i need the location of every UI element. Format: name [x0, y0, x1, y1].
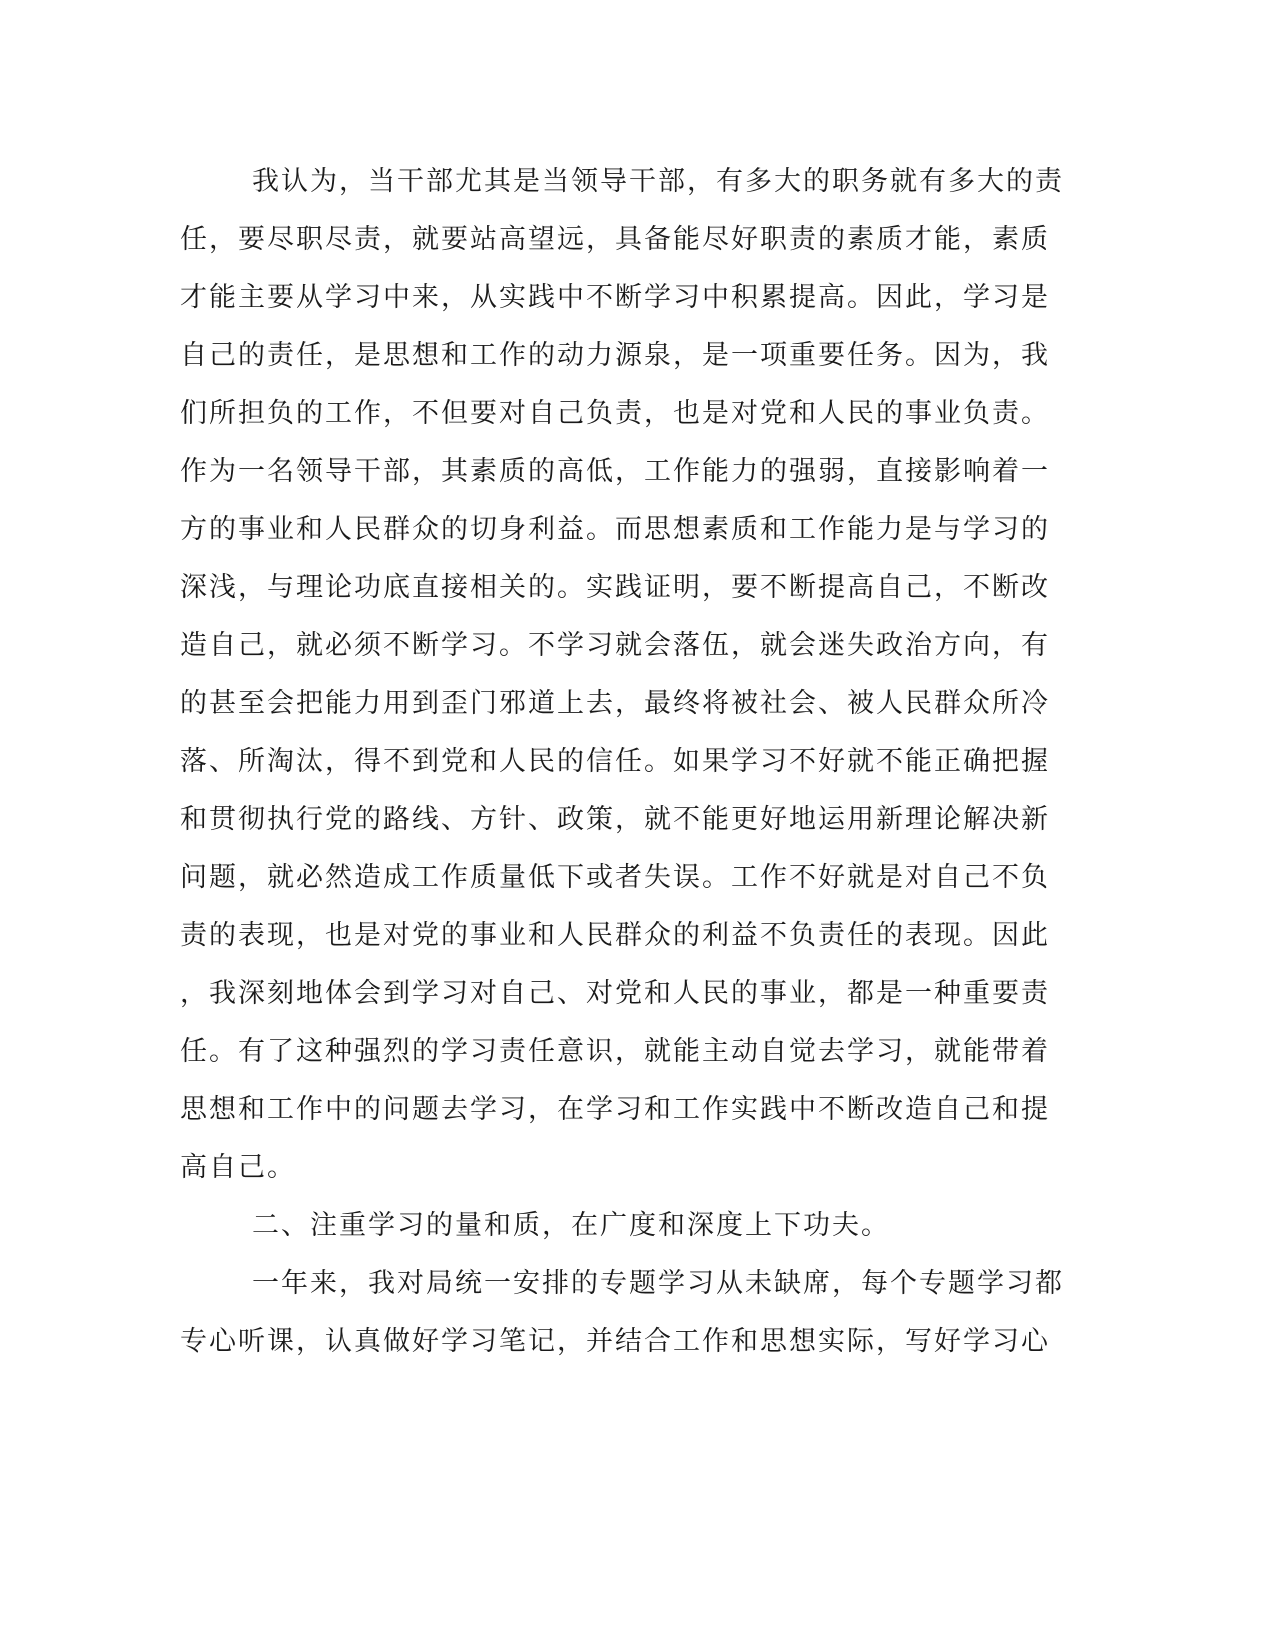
paragraph-1-line-7: 方的事业和人民群众的切身利益。而思想素质和工作能力是与学习的 — [180, 514, 1050, 545]
paragraph-1-line-14: 责的表现，也是对党的事业和人民群众的利益不负责任的表现。因此 — [180, 920, 1050, 951]
paragraph-1-line-5: 们所担负的工作，不但要对自己负责，也是对党和人民的事业负责。 — [180, 398, 1050, 429]
paragraph-1-line-1: 我认为，当干部尤其是当领导干部，有多大的职务就有多大的责 — [252, 166, 1064, 197]
paragraph-2-line-1: 一年来，我对局统一安排的专题学习从未缺席，每个专题学习都 — [252, 1268, 1064, 1299]
paragraph-1-line-10: 的甚至会把能力用到歪门邪道上去，最终将被社会、被人民群众所冷 — [180, 688, 1050, 719]
paragraph-1-line-3: 才能主要从学习中来，从实践中不断学习中积累提高。因此，学习是 — [180, 282, 1050, 313]
paragraph-1-line-11: 落、所淘汰，得不到党和人民的信任。如果学习不好就不能正确把握 — [180, 746, 1050, 777]
paragraph-1-line-12: 和贯彻执行党的路线、方针、政策，就不能更好地运用新理论解决新 — [180, 804, 1050, 835]
paragraph-1-line-4: 自己的责任，是思想和工作的动力源泉，是一项重要任务。因为，我 — [180, 340, 1050, 371]
paragraph-1-line-9: 造自己，就必须不断学习。不学习就会落伍，就会迷失政治方向，有 — [180, 630, 1050, 661]
paragraph-2-line-2: 专心听课，认真做好学习笔记，并结合工作和思想实际，写好学习心 — [180, 1326, 1050, 1357]
paragraph-1-line-15: ，我深刻地体会到学习对自己、对党和人民的事业，都是一种重要责 — [180, 978, 1050, 1009]
paragraph-1-line-13: 问题，就必然造成工作质量低下或者失误。工作不好就是对自己不负 — [180, 862, 1050, 893]
section-heading: 二、注重学习的量和质，在广度和深度上下功夫。 — [252, 1210, 890, 1241]
paragraph-1-line-8: 深浅，与理论功底直接相关的。实践证明，要不断提高自己，不断改 — [180, 572, 1050, 603]
paragraph-1-line-17: 思想和工作中的问题去学习，在学习和工作实践中不断改造自己和提 — [180, 1094, 1050, 1125]
paragraph-1-line-6: 作为一名领导干部，其素质的高低，工作能力的强弱，直接影响着一 — [180, 456, 1050, 487]
paragraph-1-line-2: 任，要尽职尽责，就要站高望远，具备能尽好职责的素质才能，素质 — [180, 224, 1050, 255]
paragraph-1-line-18: 高自己。 — [180, 1152, 296, 1183]
paragraph-1-line-16: 任。有了这种强烈的学习责任意识，就能主动自觉去学习，就能带着 — [180, 1036, 1050, 1067]
